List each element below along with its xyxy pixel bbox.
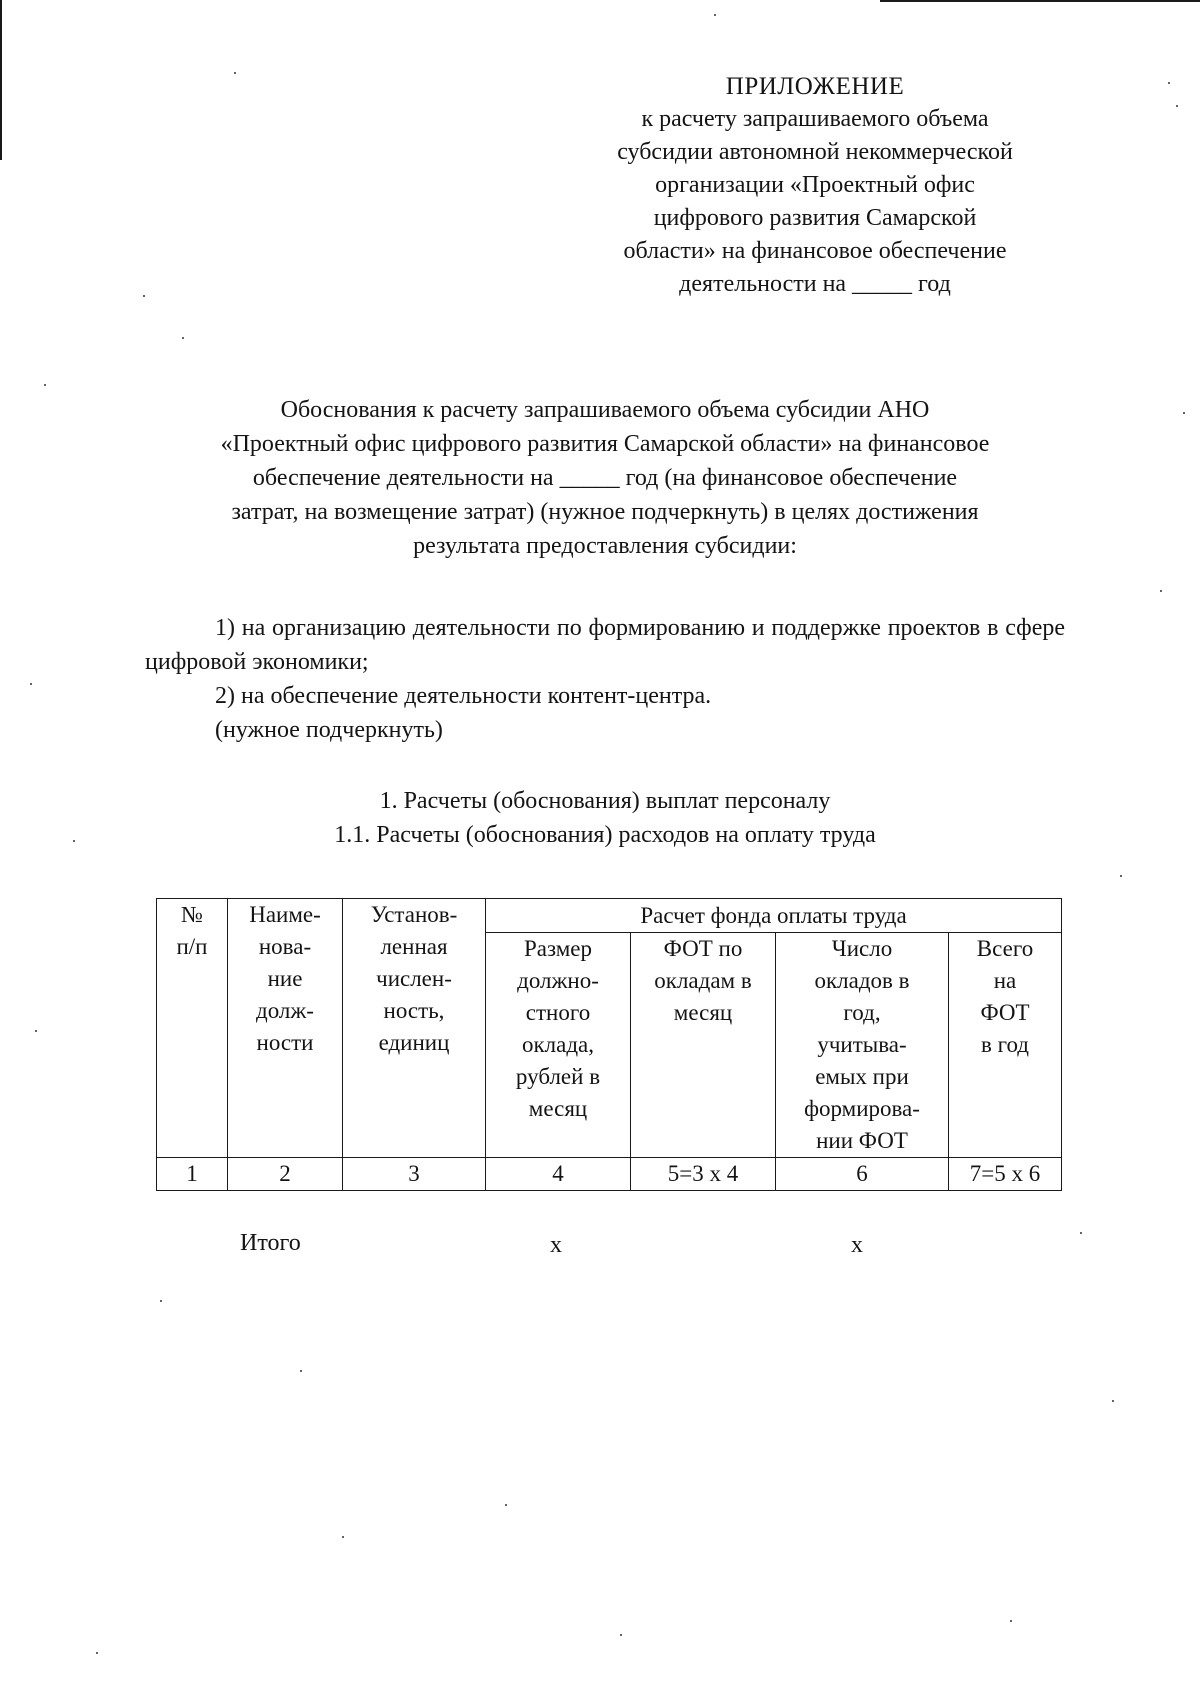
scan-speck	[143, 295, 145, 297]
appendix-header	[560, 70, 1070, 301]
header-staff-count: Установ- ленная числен- ность, единиц	[343, 899, 486, 1158]
scan-edge-top	[880, 0, 1200, 2]
heading-line: обеспечение деятельности на _____ год (на финансовое обеспечение	[252, 465, 958, 491]
scan-speck	[505, 1504, 507, 1506]
total-label: Итого	[240, 1230, 301, 1256]
scan-speck	[30, 683, 32, 685]
number-cell: 6	[776, 1158, 949, 1191]
list-note: (нужное подчеркнуть)	[215, 717, 443, 743]
scan-speck	[182, 337, 184, 339]
list-item: 2) на обеспечение деятельности контент-центра.	[215, 683, 712, 709]
header-salary: Размер должно- стного оклада, рублей в месяц	[486, 933, 631, 1158]
table-number-row	[157, 1158, 1062, 1191]
section-subtitle: 1.1. Расчеты (обоснования) расходов на оплату труда	[334, 822, 876, 848]
scan-speck	[234, 72, 236, 74]
section-title: 1. Расчеты (обоснования) выплат персоналу	[379, 788, 831, 814]
header-num: № п/п	[157, 899, 228, 1158]
scan-speck	[44, 384, 46, 386]
justification-heading	[130, 393, 1080, 563]
heading-line: «Проектный офис цифрового развития Самарской области» на финансовое	[220, 431, 990, 457]
header-position: Наиме- нова- ние долж- ности	[228, 899, 343, 1158]
scan-speck	[620, 1634, 622, 1636]
scan-speck	[342, 1536, 344, 1538]
number-cell: 1	[157, 1158, 228, 1191]
appendix-line: к расчету запрашиваемого объема	[641, 106, 989, 132]
scan-speck	[1160, 590, 1162, 592]
scan-speck	[73, 840, 75, 842]
appendix-line: области» на финансовое обеспечение	[623, 238, 1007, 264]
scan-speck	[1176, 105, 1178, 107]
purpose-list	[145, 611, 1065, 747]
heading-line: Обоснования к расчету запрашиваемого объема субсидии АНО	[280, 397, 930, 423]
list-item: 1) на организацию деятельности по формированию и поддержке проектов в сфере цифровой экономики;	[145, 615, 1065, 675]
scan-speck	[1120, 875, 1122, 877]
scan-speck	[160, 1300, 162, 1302]
scan-speck	[1010, 1620, 1012, 1622]
heading-line: результата предоставления субсидии:	[413, 533, 797, 559]
scan-speck	[1168, 82, 1170, 84]
total-x-mark: x	[550, 1232, 562, 1258]
number-cell: 7=5 x 6	[949, 1158, 1062, 1191]
total-x-mark: x	[851, 1232, 863, 1258]
scan-speck	[714, 14, 716, 16]
scan-speck	[1183, 412, 1185, 414]
scan-speck	[96, 1652, 98, 1654]
heading-line: затрат, на возмещение затрат) (нужное подчеркнуть) в целях достижения	[231, 499, 979, 525]
header-fot-month: ФОТ по окладам в месяц	[631, 933, 776, 1158]
appendix-line: субсидии автономной некоммерческой	[617, 139, 1013, 165]
appendix-line: организации «Проектный офис	[655, 172, 975, 198]
payroll-table	[156, 898, 1062, 1191]
header-total-fot: Всего на ФОТ в год	[949, 933, 1062, 1158]
appendix-line: цифрового развития Самарской	[653, 205, 977, 231]
header-payroll-group: Расчет фонда оплаты труда	[486, 899, 1062, 933]
scan-speck	[1080, 1232, 1082, 1234]
scan-speck	[1112, 1400, 1114, 1402]
scan-speck	[35, 1030, 37, 1032]
scan-edge-left	[0, 0, 2, 160]
appendix-title: ПРИЛОЖЕНИЕ	[725, 73, 905, 100]
scan-speck	[300, 1370, 302, 1372]
table-header-row	[157, 899, 1062, 933]
header-salaries-count: Число окладов в год, учитыва- емых при формирова- нии ФОТ	[776, 933, 949, 1158]
number-cell: 4	[486, 1158, 631, 1191]
number-cell: 3	[343, 1158, 486, 1191]
appendix-line: деятельности на _____ год	[679, 271, 951, 297]
number-cell: 5=3 x 4	[631, 1158, 776, 1191]
number-cell: 2	[228, 1158, 343, 1191]
